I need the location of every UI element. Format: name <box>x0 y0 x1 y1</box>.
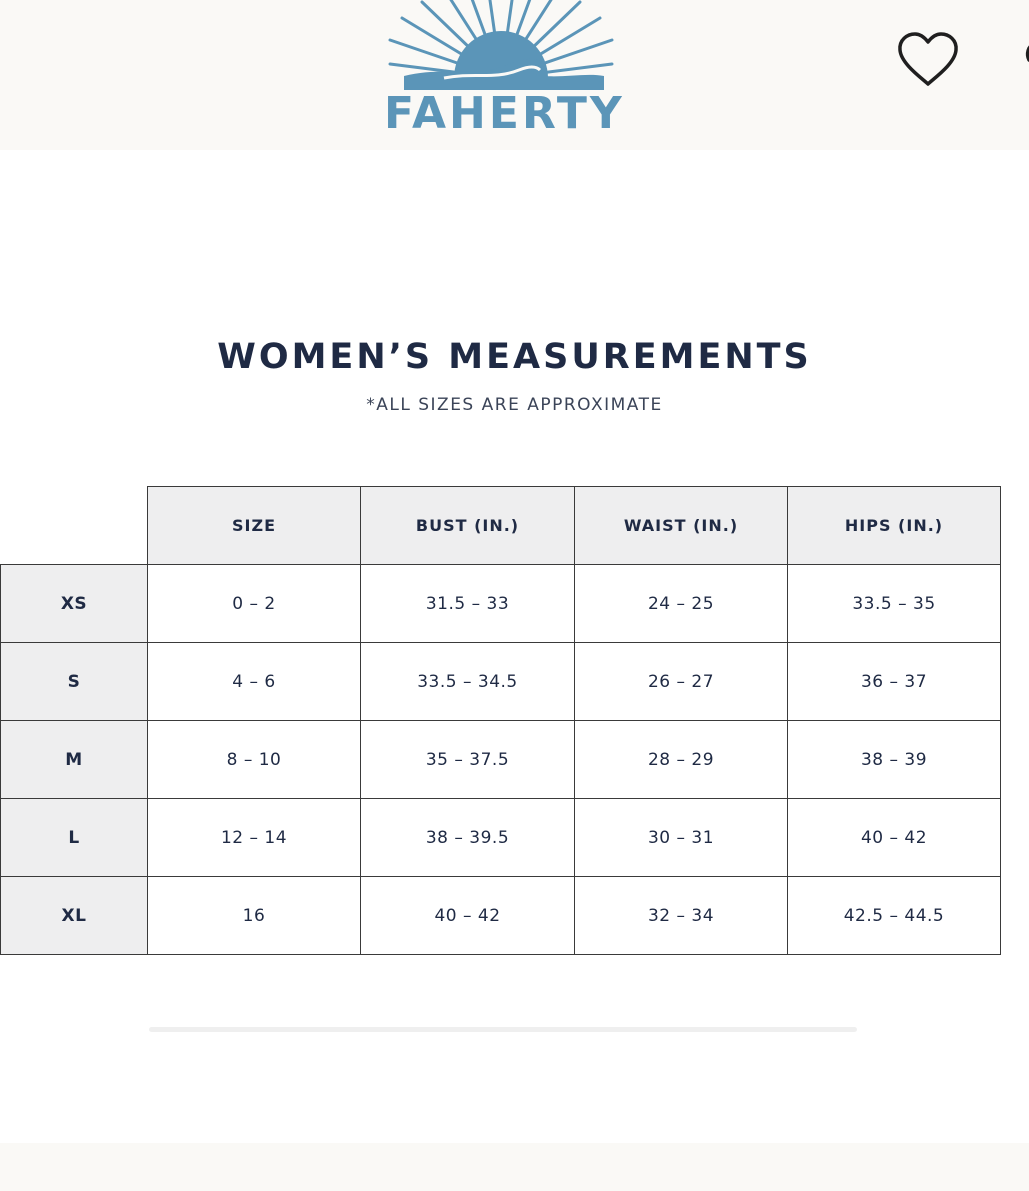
size-chart-table <box>0 486 1001 955</box>
waist-value: 26 – 27 <box>575 643 788 721</box>
row-label: XL <box>1 877 148 955</box>
bust-value: 40 – 42 <box>361 877 575 955</box>
bust-value: 33.5 – 34.5 <box>361 643 575 721</box>
table-row <box>1 721 1001 799</box>
waist-value: 24 – 25 <box>575 565 788 643</box>
bust-value: 31.5 – 33 <box>361 565 575 643</box>
bust-value: 35 – 37.5 <box>361 721 575 799</box>
footer-band <box>0 1143 1029 1191</box>
hips-value: 33.5 – 35 <box>788 565 1001 643</box>
waist-value: 30 – 31 <box>575 799 788 877</box>
size-value: 4 – 6 <box>148 643 361 721</box>
size-value: 8 – 10 <box>148 721 361 799</box>
column-header-waist: WAIST (IN.) <box>575 487 788 565</box>
size-value: 12 – 14 <box>148 799 361 877</box>
column-header-hips: HIPS (IN.) <box>788 487 1001 565</box>
waist-value: 32 – 34 <box>575 877 788 955</box>
row-label: M <box>1 721 148 799</box>
sun-wave-logo-icon <box>384 0 618 90</box>
site-header <box>0 0 1029 150</box>
bust-value: 38 – 39.5 <box>361 799 575 877</box>
table-row <box>1 643 1001 721</box>
section-divider <box>149 1027 857 1032</box>
brand-name: FAHERTY <box>384 88 625 139</box>
row-label: XS <box>1 565 148 643</box>
table-corner <box>1 487 148 565</box>
wishlist-heart-icon[interactable] <box>895 30 961 90</box>
faherty-logo[interactable] <box>384 0 625 140</box>
row-label: S <box>1 643 148 721</box>
table-header-row <box>1 487 1001 565</box>
cart-icon[interactable] <box>1020 38 1029 78</box>
size-value: 16 <box>148 877 361 955</box>
column-header-size: SIZE <box>148 487 361 565</box>
hips-value: 42.5 – 44.5 <box>788 877 1001 955</box>
hips-value: 40 – 42 <box>788 799 1001 877</box>
hips-value: 38 – 39 <box>788 721 1001 799</box>
hips-value: 36 – 37 <box>788 643 1001 721</box>
row-label: L <box>1 799 148 877</box>
size-value: 0 – 2 <box>148 565 361 643</box>
table-row <box>1 877 1001 955</box>
page-title: WOMEN’S MEASUREMENTS <box>217 337 812 377</box>
table-row <box>1 565 1001 643</box>
column-header-bust: BUST (IN.) <box>361 487 575 565</box>
table-row <box>1 799 1001 877</box>
page-subtitle: *ALL SIZES ARE APPROXIMATE <box>366 395 663 415</box>
waist-value: 28 – 29 <box>575 721 788 799</box>
